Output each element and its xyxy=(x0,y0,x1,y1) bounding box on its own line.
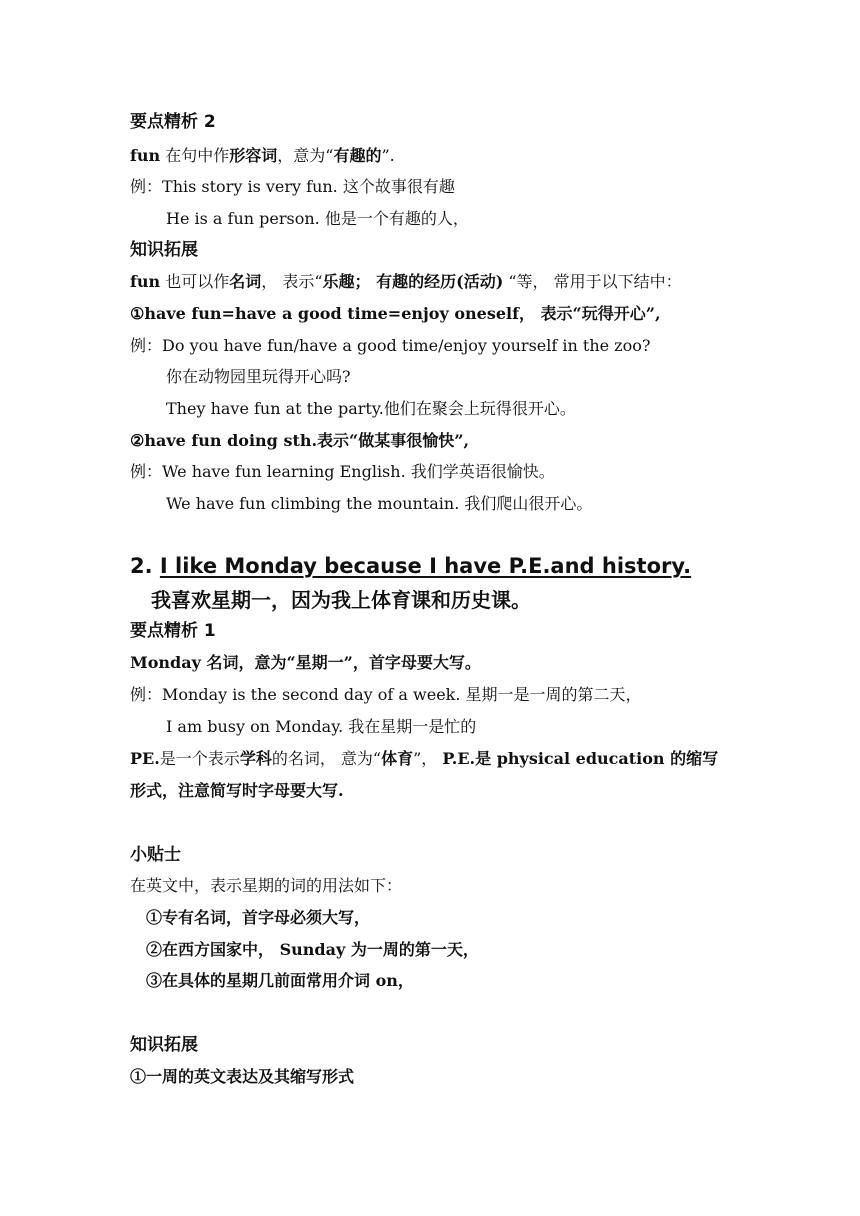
tip-item: ③在具体的星期几前面常用介词 on， xyxy=(146,971,414,990)
extension-item: ①一周的英文表达及其缩写形式 xyxy=(130,1067,355,1086)
example-text: Do you have fun/have a good time/enjoy yourself in the zoo? xyxy=(162,336,651,355)
text: ， 表示“ xyxy=(261,272,323,291)
example-label: 例： xyxy=(130,462,163,481)
term-meaning: 有趣的 xyxy=(333,146,382,165)
section-heading-knowledge-extension: 知识拓展 xyxy=(130,1035,198,1055)
example-translation: 你在动物园里玩得开心吗? xyxy=(166,367,351,386)
text: 在句中作 xyxy=(160,146,230,165)
example-line xyxy=(130,461,555,483)
sentence-number: 2. xyxy=(130,554,160,578)
sentence-english: I like Monday because I have P.E.and history. xyxy=(159,554,692,578)
example-line: I am busy on Monday. 我在星期一是忙的 xyxy=(166,717,477,736)
text: 是一个表示 xyxy=(159,749,240,768)
term-noun: 名词 xyxy=(229,272,262,291)
example-line: He is a fun person. 他是一个有趣的人， xyxy=(166,209,469,228)
section-heading-tips: 小贴士 xyxy=(130,845,181,865)
pe-line xyxy=(130,748,718,770)
phrase-meaning: ， 表示“玩得开心”, xyxy=(518,304,661,323)
example-line xyxy=(130,684,642,706)
example-label: 例： xyxy=(130,685,163,704)
example-text: We have fun learning English. 我们学英语很愉快。 xyxy=(162,462,555,481)
example-line: We have fun climbing the mountain. 我们爬山很开心。 xyxy=(166,494,593,513)
section-heading-key-points-1: 要点精析 1 xyxy=(130,621,216,641)
pe-note-continuation: 形式，注意简写时字母要大写. xyxy=(130,781,344,800)
tip-item: ①专有名词，首字母必须大写， xyxy=(146,908,371,927)
phrase-have-fun xyxy=(130,303,661,325)
phrase-text: ①have fun=have a good time=enjoy oneself xyxy=(130,304,519,323)
fun-adjective-line xyxy=(130,145,395,167)
example-text: Monday is the second day of a week. 星期一是一周的第二天， xyxy=(162,685,642,704)
sentence-2-translation: 我喜欢星期一，因为我上体育课和历史课。 xyxy=(151,588,531,612)
monday-noun-line: Monday 名词，意为“星期一”，首字母要大写。 xyxy=(130,653,481,672)
sentence-2-title xyxy=(130,552,691,580)
term-meaning: 体育 xyxy=(381,749,414,768)
text: “等， 常用于以下结中： xyxy=(503,272,682,291)
term-adjective: 形容词 xyxy=(229,146,278,165)
example-line xyxy=(130,335,650,357)
term-subject: 学科 xyxy=(239,749,272,768)
example-line xyxy=(130,176,455,198)
example-label: 例： xyxy=(130,336,163,355)
term-meaning: 乐趣； 有趣的经历(活动) xyxy=(322,272,504,291)
tip-item: ②在西方国家中， Sunday 为一周的第一天， xyxy=(146,940,479,959)
fun-noun-line xyxy=(130,271,682,293)
term-fun: fun xyxy=(130,146,161,165)
term-pe: PE. xyxy=(130,749,160,768)
tips-intro: 在英文中，表示星期的词的用法如下： xyxy=(130,876,403,895)
text: 也可以作 xyxy=(160,272,230,291)
example-label: 例： xyxy=(130,177,163,196)
phrase-have-fun-doing: ②have fun doing sth.表示“做某事很愉快”, xyxy=(130,431,470,450)
example-line: They have fun at the party.他们在聚会上玩得很开心。 xyxy=(166,399,576,418)
section-heading-knowledge-extension: 知识拓展 xyxy=(130,240,198,260)
term-fun: fun xyxy=(130,272,161,291)
text: 的名词， 意为“ xyxy=(271,749,382,768)
text: ”， xyxy=(413,749,443,768)
section-heading-key-points-2: 要点精析 2 xyxy=(130,112,216,132)
text: ”. xyxy=(381,146,395,165)
pe-abbreviation-note: P.E.是 physical education 的缩写 xyxy=(442,749,719,768)
example-text: This story is very fun. 这个故事很有趣 xyxy=(162,177,455,196)
text: ，意为“ xyxy=(277,146,334,165)
